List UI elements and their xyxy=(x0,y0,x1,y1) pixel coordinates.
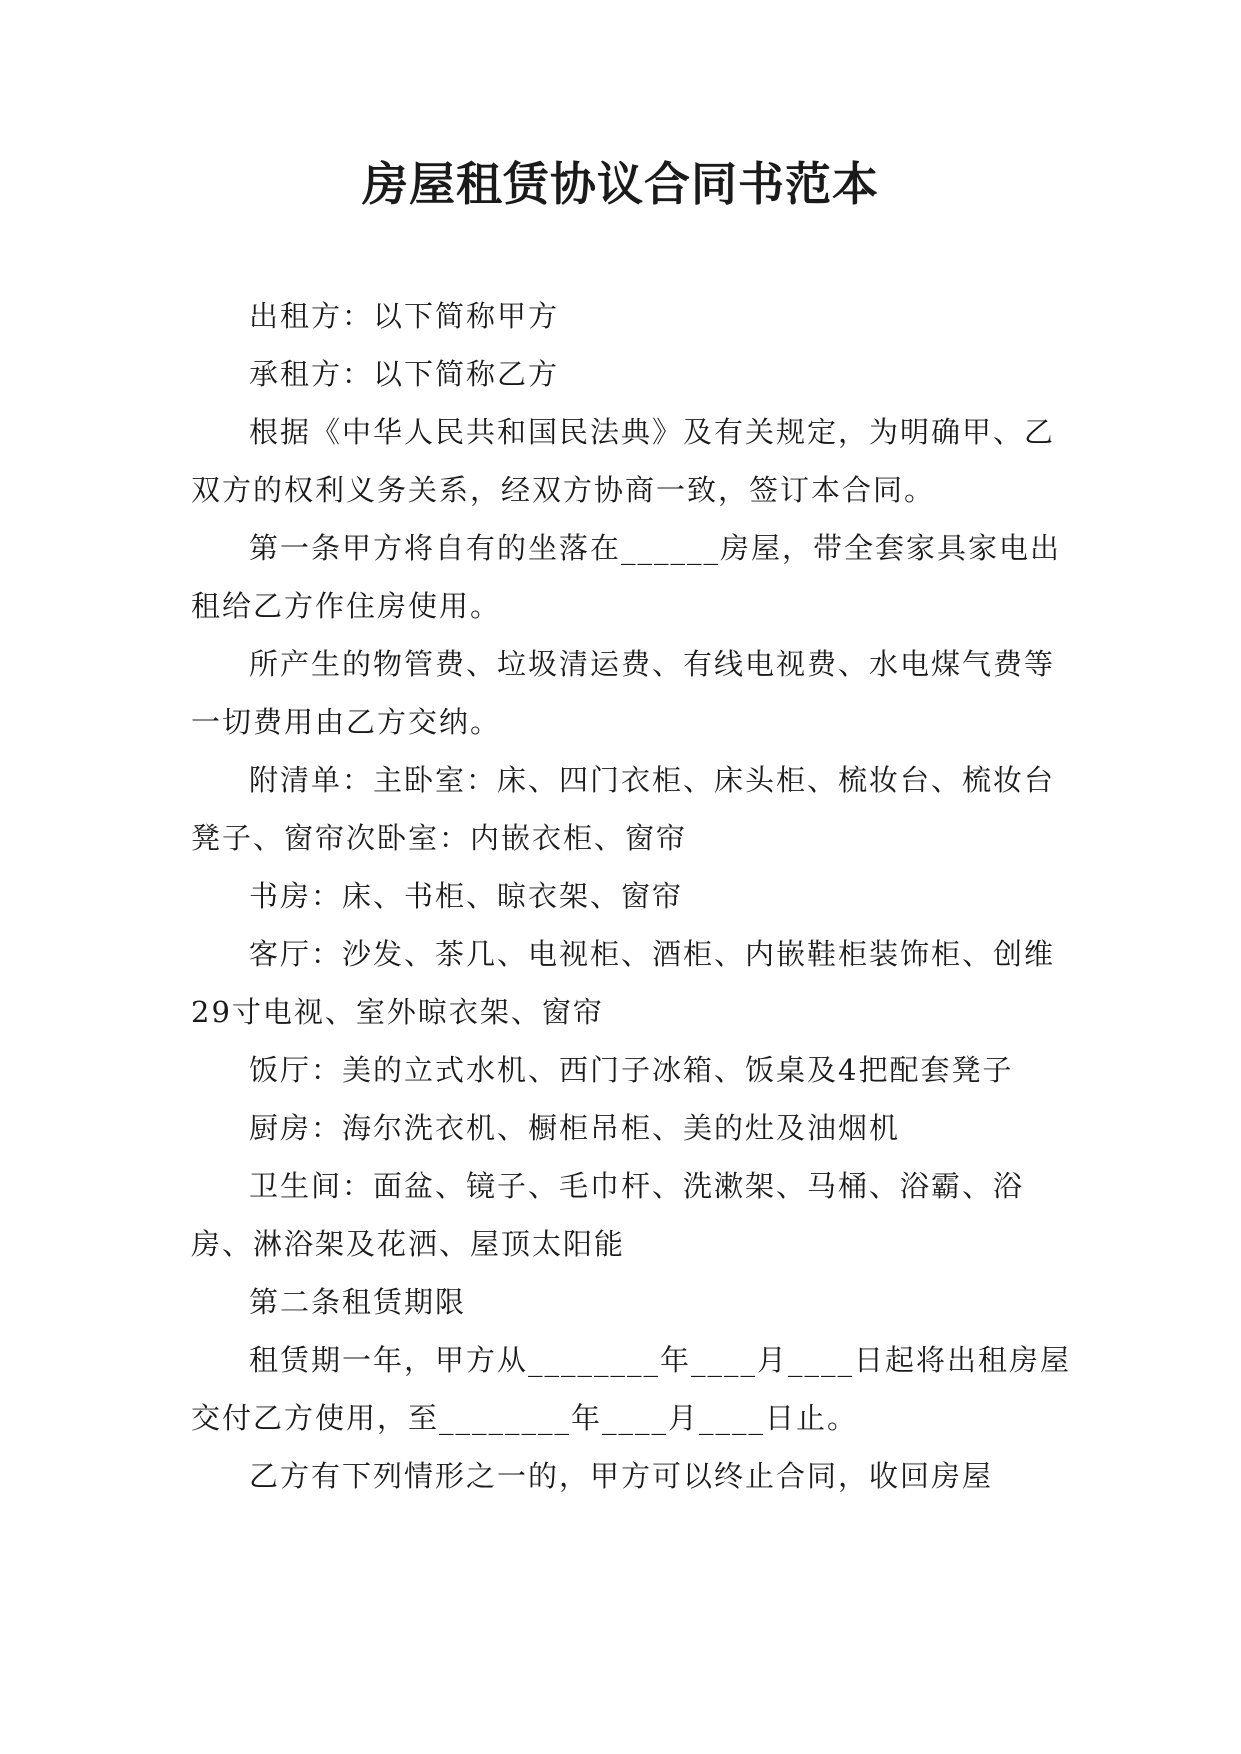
document-body xyxy=(191,287,1071,1505)
paragraph-termination: 乙方有下列情形之一的，甲方可以终止合同，收回房屋 xyxy=(249,1459,994,1493)
paragraph-lessee: 承租方：以下简称乙方 xyxy=(249,357,560,391)
paragraph-lease-term: 租赁期一年，甲方从________年____月____日起将出租房屋交付乙方使用，至________年____月____日止。 xyxy=(191,1343,1072,1435)
paragraph-inventory-bathroom: 卫生间：面盆、镜子、毛巾杆、洗漱架、马桶、浴霸、浴房、淋浴架及花洒、屋顶太阳能 xyxy=(191,1169,1025,1261)
document-title: 房屋租赁协议合同书范本 xyxy=(362,157,879,211)
paragraph-article-1: 第一条甲方将自有的坐落在______房屋，带全套家具家电出租给乙方作住房使用。 xyxy=(191,531,1062,623)
paragraph-inventory-bedrooms: 附清单：主卧室：床、四门衣柜、床头柜、梳妆台、梳妆台凳子、窗帘次卧室：内嵌衣柜、窗帘 xyxy=(191,763,1056,855)
paragraph-inventory-kitchen: 厨房：海尔洗衣机、橱柜吊柜、美的灶及油烟机 xyxy=(249,1111,901,1145)
paragraph-inventory-study: 书房：床、书柜、晾衣架、窗帘 xyxy=(249,879,684,913)
paragraph-lessor: 出租方：以下简称甲方 xyxy=(249,299,560,333)
paragraph-legal-basis: 根据《中华人民共和国民法典》及有关规定，为明确甲、乙双方的权利义务关系，经双方协商一致，签订本合同。 xyxy=(191,415,1056,507)
paragraph-inventory-dining-room: 饭厅：美的立式水机、西门子冰箱、饭桌及4把配套凳子 xyxy=(249,1053,1014,1087)
paragraph-article-2-heading: 第二条租赁期限 xyxy=(249,1285,467,1319)
paragraph-inventory-living-room: 客厅：沙发、茶几、电视柜、酒柜、内嵌鞋柜装饰柜、创维29寸电视、室外晾衣架、窗帘 xyxy=(191,937,1056,1029)
paragraph-fees: 所产生的物管费、垃圾清运费、有线电视费、水电煤气费等一切费用由乙方交纳。 xyxy=(191,647,1056,739)
